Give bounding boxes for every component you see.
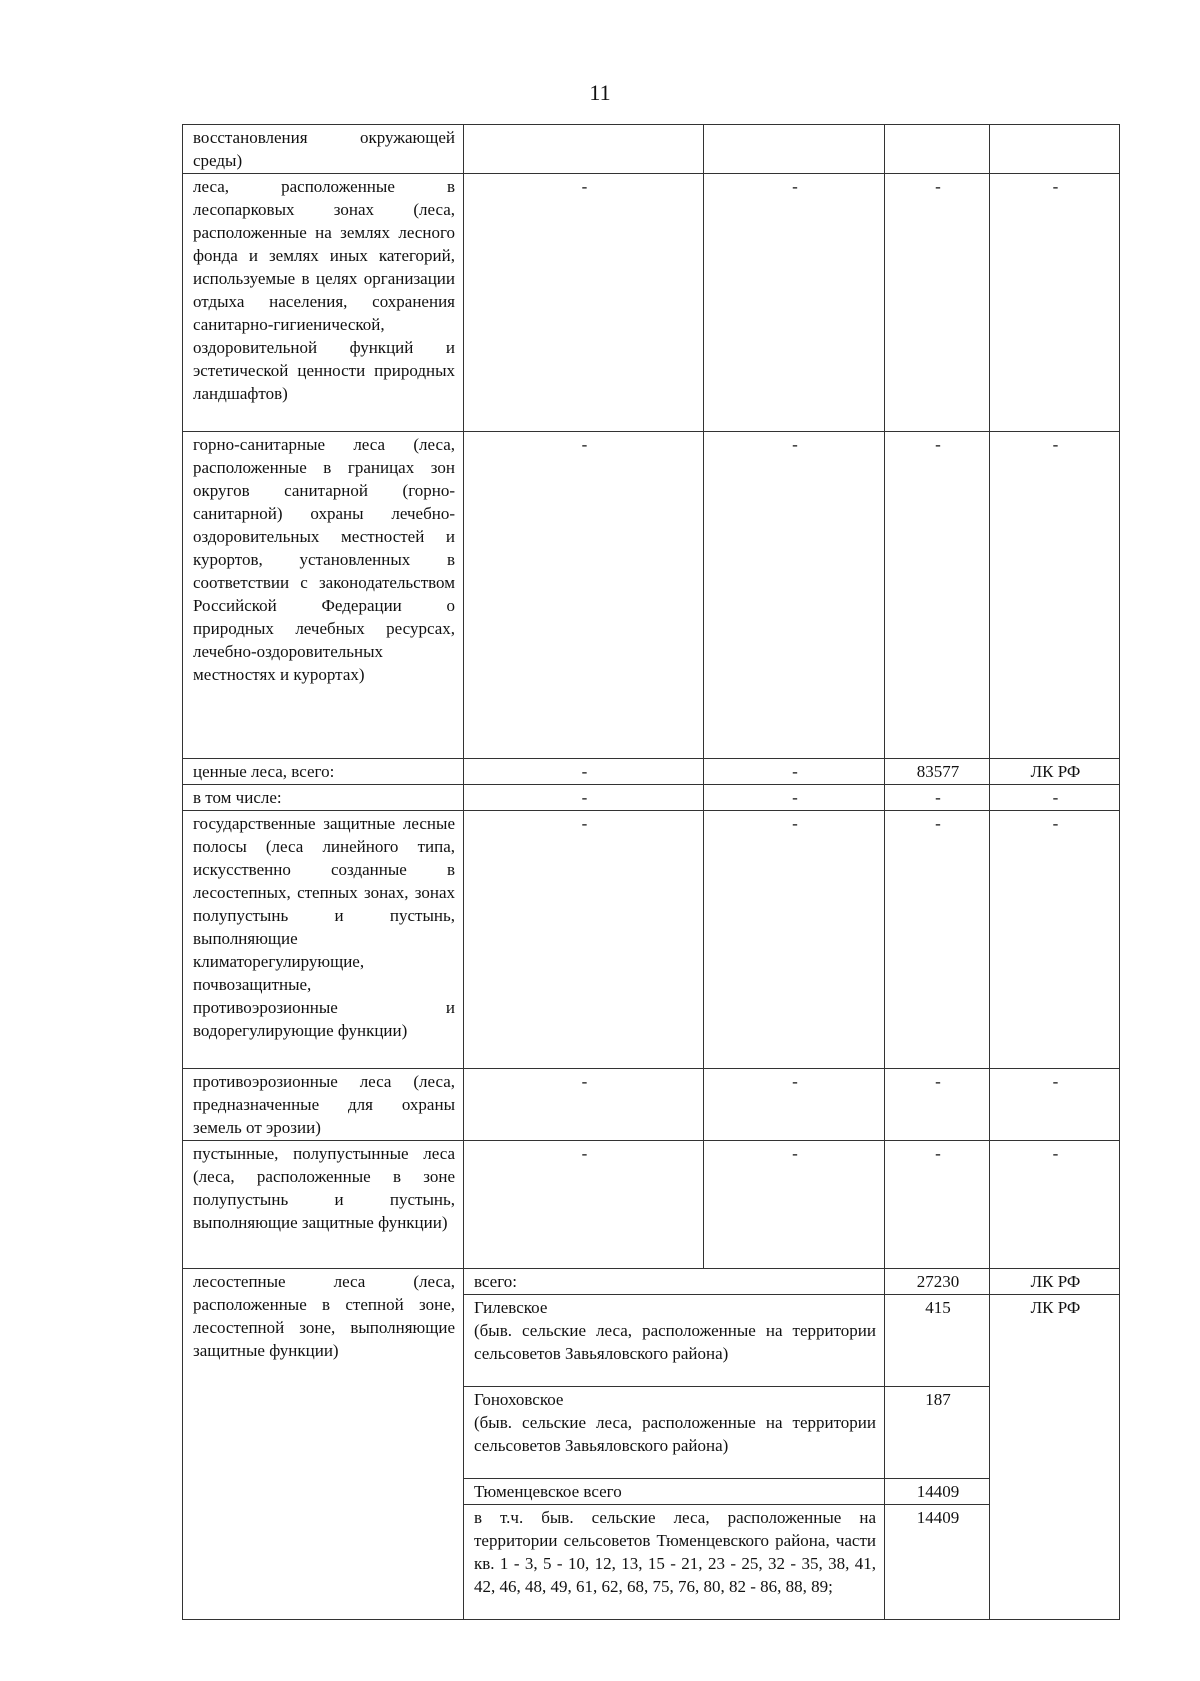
table-row xyxy=(183,1269,1120,1295)
value-cell: - xyxy=(990,174,1120,432)
empty-cell xyxy=(885,125,990,174)
subrow-name: Тюменцевское всего xyxy=(464,1479,885,1505)
page-number: 11 xyxy=(589,80,611,105)
category-cell: восстановления окружающей среды) xyxy=(183,125,464,174)
forest-categories-table xyxy=(182,124,1120,1620)
subrow-name: в т.ч. быв. сельские леса, расположенные на территории сельсоветов Тюменцевского района, части кв. 1 - 3, 5 - 10, 12, 13, 15 - 21, 23 - 25, 32 - 35, 38, 41, 42, 46, 48, 49, 61, 62, 68, 75, 76, 80, 82 - 86, 88, 89; xyxy=(464,1505,885,1620)
area-value: 14409 xyxy=(885,1479,990,1505)
subrow-name: всего: xyxy=(464,1269,885,1295)
value-cell: - xyxy=(990,432,1120,759)
category-cell: государственные защитные лесные полосы (леса линейного типа, искусственно созданные в лесостепных, степных зонах, зонах полупустынь и пустынь, выполняющие климаторегулирующие, почвозащитные, противоэрозионные и водорегулирующие функции) xyxy=(183,811,464,1069)
empty-cell xyxy=(704,125,885,174)
value-cell: - xyxy=(990,811,1120,1069)
empty-cell xyxy=(990,1387,1120,1479)
table-row xyxy=(183,174,1120,432)
value-cell: - xyxy=(464,432,704,759)
value-cell: - xyxy=(885,785,990,811)
value-cell: - xyxy=(885,174,990,432)
empty-cell xyxy=(464,125,704,174)
value-cell: - xyxy=(704,811,885,1069)
category-cell: в том числе: xyxy=(183,785,464,811)
value-cell: - xyxy=(464,811,704,1069)
area-value: 187 xyxy=(885,1387,990,1479)
value-cell: - xyxy=(464,785,704,811)
area-value: 27230 xyxy=(885,1269,990,1295)
value-cell: - xyxy=(464,1141,704,1269)
category-cell: ценные леса, всего: xyxy=(183,759,464,785)
category-cell: леса, расположенные в лесопарковых зонах (леса, расположенные на землях лесного фонда и землях иных категорий, используемые в целях организации отдыха населения, сохранения санитарно-гигиенической, оздоровительной функций и эстетической ценности природных ландшафтов) xyxy=(183,174,464,432)
value-cell: - xyxy=(464,759,704,785)
category-cell: противоэрозионные леса (леса, предназначенные для охраны земель от эрозии) xyxy=(183,1069,464,1141)
value-cell: - xyxy=(704,1141,885,1269)
value-cell: - xyxy=(704,759,885,785)
value-cell: - xyxy=(704,785,885,811)
value-cell: - xyxy=(885,1141,990,1269)
empty-cell xyxy=(990,1505,1120,1620)
value-cell: - xyxy=(704,174,885,432)
table-row xyxy=(183,125,1120,174)
table-row xyxy=(183,432,1120,759)
value-cell: - xyxy=(704,1069,885,1141)
legal-basis: ЛК РФ xyxy=(990,1269,1120,1295)
value-cell: - xyxy=(990,1141,1120,1269)
empty-cell xyxy=(990,125,1120,174)
category-cell: лесостепные леса (леса, расположенные в степной зоне, лесостепной зоне, выполняющие защитные функции) xyxy=(183,1269,464,1620)
area-value: 14409 xyxy=(885,1505,990,1620)
subrow-name: Гилевское (быв. сельские леса, расположенные на территории сельсоветов Завьяловского района) xyxy=(464,1295,885,1387)
value-cell: - xyxy=(704,432,885,759)
value-cell: - xyxy=(885,811,990,1069)
legal-basis: ЛК РФ xyxy=(990,1295,1120,1387)
value-cell: - xyxy=(885,432,990,759)
value-cell: - xyxy=(990,785,1120,811)
legal-basis: ЛК РФ xyxy=(990,759,1120,785)
value-cell: - xyxy=(990,1069,1120,1141)
table-row xyxy=(183,785,1120,811)
table-row xyxy=(183,1069,1120,1141)
area-value: 415 xyxy=(885,1295,990,1387)
table-row xyxy=(183,811,1120,1069)
empty-cell xyxy=(990,1479,1120,1505)
category-cell: пустынные, полупустынные леса (леса, расположенные в зоне полупустынь и пустынь, выполняющие защитные функции) xyxy=(183,1141,464,1269)
table-row xyxy=(183,759,1120,785)
value-cell: - xyxy=(464,1069,704,1141)
table-row xyxy=(183,1141,1120,1269)
category-cell: горно-санитарные леса (леса, расположенные в границах зон округов санитарной (горно-санитарной) охраны лечебно-оздоровительных местностей и курортов, установленных в соответствии с законодательством Российской Федерации о природных лечебных ресурсах, лечебно-оздоровительных местностях и курортах) xyxy=(183,432,464,759)
value-cell: - xyxy=(885,1069,990,1141)
subrow-name: Гоноховское (быв. сельские леса, расположенные на территории сельсоветов Завьяловского района) xyxy=(464,1387,885,1479)
value-cell: - xyxy=(464,174,704,432)
area-value: 83577 xyxy=(885,759,990,785)
